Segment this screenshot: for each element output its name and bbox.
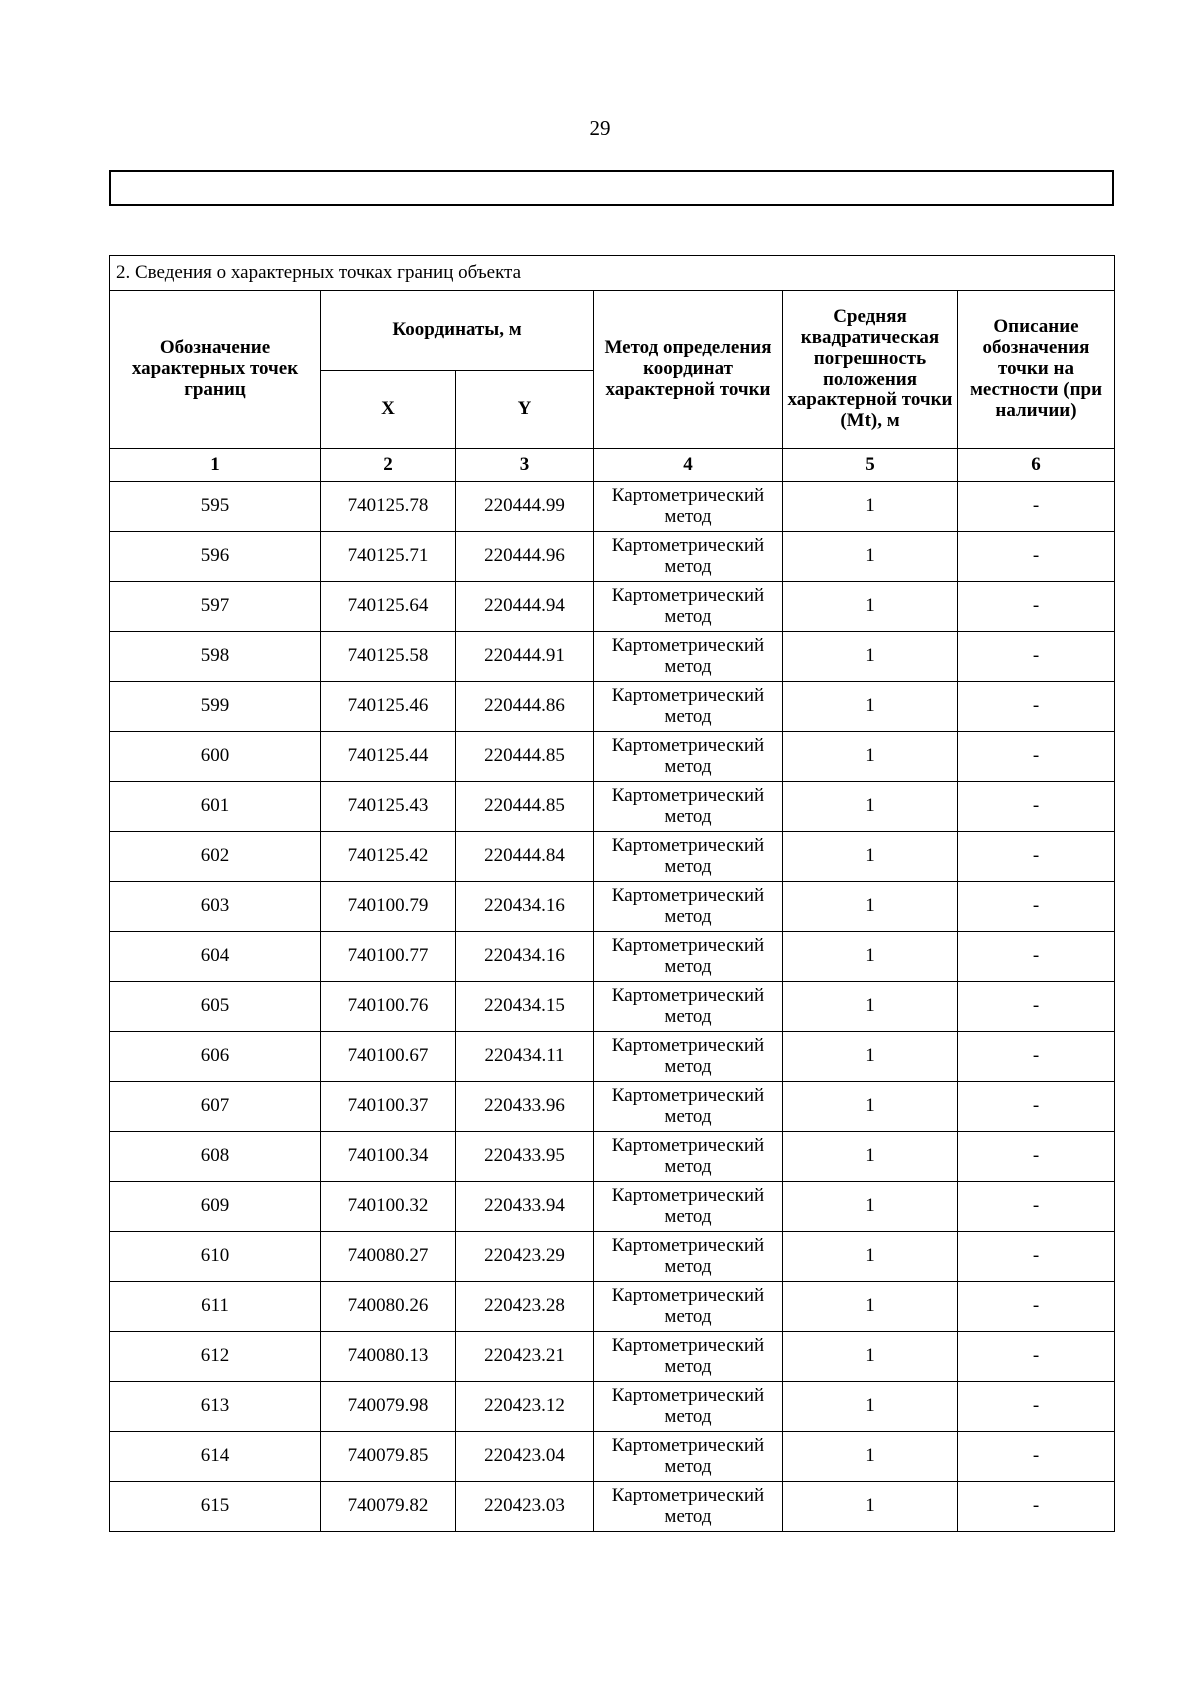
y-coordinate-cell: 220434.11 [456, 1032, 594, 1082]
point-id-cell: 607 [110, 1082, 321, 1132]
method-cell: Картометрический метод [594, 1132, 783, 1182]
x-coordinate-cell: 740125.71 [321, 532, 456, 582]
x-coordinate-cell: 740100.76 [321, 982, 456, 1032]
header-y: Y [456, 371, 594, 449]
table-row [110, 1332, 1115, 1382]
x-coordinate-cell: 740125.44 [321, 732, 456, 782]
column-number-row [110, 449, 1115, 482]
x-coordinate-cell: 740080.13 [321, 1332, 456, 1382]
point-id-cell: 595 [110, 482, 321, 532]
method-cell: Картометрический метод [594, 1332, 783, 1382]
y-coordinate-cell: 220423.12 [456, 1382, 594, 1432]
y-coordinate-cell: 220423.03 [456, 1482, 594, 1532]
x-coordinate-cell: 740125.42 [321, 832, 456, 882]
point-id-cell: 605 [110, 982, 321, 1032]
table-row [110, 932, 1115, 982]
x-coordinate-cell: 740100.34 [321, 1132, 456, 1182]
method-cell: Картометрический метод [594, 582, 783, 632]
x-coordinate-cell: 740100.77 [321, 932, 456, 982]
point-id-cell: 610 [110, 1232, 321, 1282]
y-coordinate-cell: 220444.85 [456, 782, 594, 832]
x-coordinate-cell: 740079.82 [321, 1482, 456, 1532]
method-cell: Картометрический метод [594, 1182, 783, 1232]
header-x: X [321, 371, 456, 449]
description-cell: - [958, 1032, 1115, 1082]
point-id-cell: 611 [110, 1282, 321, 1332]
error-cell: 1 [783, 1382, 958, 1432]
description-cell: - [958, 982, 1115, 1032]
error-cell: 1 [783, 532, 958, 582]
point-id-cell: 613 [110, 1382, 321, 1432]
y-coordinate-cell: 220423.04 [456, 1432, 594, 1482]
description-cell: - [958, 1482, 1115, 1532]
table-row [110, 532, 1115, 582]
y-coordinate-cell: 220444.94 [456, 582, 594, 632]
error-cell: 1 [783, 782, 958, 832]
column-number: 1 [110, 449, 321, 482]
header-error: Средняя квадратическая погрешность положения характерной точки (Mt), м [783, 291, 958, 449]
description-cell: - [958, 932, 1115, 982]
point-id-cell: 603 [110, 882, 321, 932]
x-coordinate-cell: 740125.78 [321, 482, 456, 532]
y-coordinate-cell: 220444.85 [456, 732, 594, 782]
error-cell: 1 [783, 1032, 958, 1082]
error-cell: 1 [783, 882, 958, 932]
method-cell: Картометрический метод [594, 632, 783, 682]
point-id-cell: 612 [110, 1332, 321, 1382]
error-cell: 1 [783, 1432, 958, 1482]
y-coordinate-cell: 220434.16 [456, 882, 594, 932]
point-id-cell: 606 [110, 1032, 321, 1082]
table-row [110, 1482, 1115, 1532]
x-coordinate-cell: 740079.98 [321, 1382, 456, 1432]
table-row [110, 982, 1115, 1032]
x-coordinate-cell: 740125.46 [321, 682, 456, 732]
description-cell: - [958, 1132, 1115, 1182]
y-coordinate-cell: 220434.16 [456, 932, 594, 982]
y-coordinate-cell: 220444.96 [456, 532, 594, 582]
description-cell: - [958, 1282, 1115, 1332]
error-cell: 1 [783, 582, 958, 632]
header-description: Описание обозначения точки на местности (при наличии) [958, 291, 1115, 449]
method-cell: Картометрический метод [594, 482, 783, 532]
table-row [110, 882, 1115, 932]
error-cell: 1 [783, 1182, 958, 1232]
description-cell: - [958, 632, 1115, 682]
table-row [110, 1232, 1115, 1282]
y-coordinate-cell: 220423.28 [456, 1282, 594, 1332]
error-cell: 1 [783, 1082, 958, 1132]
header-method: Метод определения координат характерной точки [594, 291, 783, 449]
x-coordinate-cell: 740100.32 [321, 1182, 456, 1232]
table-row [110, 682, 1115, 732]
method-cell: Картометрический метод [594, 1382, 783, 1432]
description-cell: - [958, 1432, 1115, 1482]
table-row [110, 482, 1115, 532]
table-row [110, 732, 1115, 782]
x-coordinate-cell: 740080.27 [321, 1232, 456, 1282]
column-number: 6 [958, 449, 1115, 482]
empty-header-box [109, 170, 1114, 206]
method-cell: Картометрический метод [594, 932, 783, 982]
section-title: 2. Сведения о характерных точках границ объекта [110, 256, 1115, 291]
description-cell: - [958, 1382, 1115, 1432]
column-number: 4 [594, 449, 783, 482]
method-cell: Картометрический метод [594, 832, 783, 882]
y-coordinate-cell: 220444.91 [456, 632, 594, 682]
table-row [110, 1382, 1115, 1432]
point-id-cell: 609 [110, 1182, 321, 1232]
error-cell: 1 [783, 932, 958, 982]
table-row [110, 1282, 1115, 1332]
point-id-cell: 599 [110, 682, 321, 732]
method-cell: Картометрический метод [594, 1482, 783, 1532]
y-coordinate-cell: 220444.99 [456, 482, 594, 532]
column-number: 3 [456, 449, 594, 482]
description-cell: - [958, 1082, 1115, 1132]
method-cell: Картометрический метод [594, 882, 783, 932]
table-row [110, 1082, 1115, 1132]
y-coordinate-cell: 220434.15 [456, 982, 594, 1032]
method-cell: Картометрический метод [594, 682, 783, 732]
error-cell: 1 [783, 1232, 958, 1282]
description-cell: - [958, 682, 1115, 732]
description-cell: - [958, 1182, 1115, 1232]
header-coordinates: Координаты, м [321, 291, 594, 371]
x-coordinate-cell: 740100.37 [321, 1082, 456, 1132]
point-id-cell: 604 [110, 932, 321, 982]
description-cell: - [958, 1332, 1115, 1382]
page-number: 29 [589, 116, 611, 140]
method-cell: Картометрический метод [594, 1282, 783, 1332]
method-cell: Картометрический метод [594, 1232, 783, 1282]
y-coordinate-cell: 220444.84 [456, 832, 594, 882]
x-coordinate-cell: 740100.79 [321, 882, 456, 932]
x-coordinate-cell: 740125.43 [321, 782, 456, 832]
method-cell: Картометрический метод [594, 1032, 783, 1082]
error-cell: 1 [783, 482, 958, 532]
error-cell: 1 [783, 982, 958, 1032]
method-cell: Картометрический метод [594, 1432, 783, 1482]
description-cell: - [958, 732, 1115, 782]
error-cell: 1 [783, 1332, 958, 1382]
column-number: 5 [783, 449, 958, 482]
table-row [110, 1182, 1115, 1232]
method-cell: Картометрический метод [594, 782, 783, 832]
point-id-cell: 614 [110, 1432, 321, 1482]
error-cell: 1 [783, 732, 958, 782]
x-coordinate-cell: 740125.58 [321, 632, 456, 682]
error-cell: 1 [783, 682, 958, 732]
x-coordinate-cell: 740079.85 [321, 1432, 456, 1482]
description-cell: - [958, 532, 1115, 582]
description-cell: - [958, 782, 1115, 832]
point-id-cell: 598 [110, 632, 321, 682]
table-row [110, 1032, 1115, 1082]
description-cell: - [958, 482, 1115, 532]
point-id-cell: 608 [110, 1132, 321, 1182]
table-row [110, 1432, 1115, 1482]
method-cell: Картометрический метод [594, 532, 783, 582]
point-id-cell: 602 [110, 832, 321, 882]
point-id-cell: 600 [110, 732, 321, 782]
point-id-cell: 596 [110, 532, 321, 582]
boundary-points-table [109, 255, 1115, 1532]
table-row [110, 632, 1115, 682]
table-row [110, 582, 1115, 632]
error-cell: 1 [783, 1482, 958, 1532]
method-cell: Картометрический метод [594, 982, 783, 1032]
description-cell: - [958, 582, 1115, 632]
table-row [110, 782, 1115, 832]
table-row [110, 832, 1115, 882]
table-row [110, 1132, 1115, 1182]
point-id-cell: 615 [110, 1482, 321, 1532]
y-coordinate-cell: 220444.86 [456, 682, 594, 732]
x-coordinate-cell: 740125.64 [321, 582, 456, 632]
error-cell: 1 [783, 632, 958, 682]
description-cell: - [958, 882, 1115, 932]
header-designation: Обозначение характерных точек границ [110, 291, 321, 449]
point-id-cell: 597 [110, 582, 321, 632]
y-coordinate-cell: 220423.21 [456, 1332, 594, 1382]
y-coordinate-cell: 220433.96 [456, 1082, 594, 1132]
point-id-cell: 601 [110, 782, 321, 832]
y-coordinate-cell: 220433.94 [456, 1182, 594, 1232]
description-cell: - [958, 1232, 1115, 1282]
column-number: 2 [321, 449, 456, 482]
error-cell: 1 [783, 832, 958, 882]
y-coordinate-cell: 220423.29 [456, 1232, 594, 1282]
method-cell: Картометрический метод [594, 732, 783, 782]
description-cell: - [958, 832, 1115, 882]
x-coordinate-cell: 740080.26 [321, 1282, 456, 1332]
y-coordinate-cell: 220433.95 [456, 1132, 594, 1182]
x-coordinate-cell: 740100.67 [321, 1032, 456, 1082]
error-cell: 1 [783, 1282, 958, 1332]
error-cell: 1 [783, 1132, 958, 1182]
method-cell: Картометрический метод [594, 1082, 783, 1132]
